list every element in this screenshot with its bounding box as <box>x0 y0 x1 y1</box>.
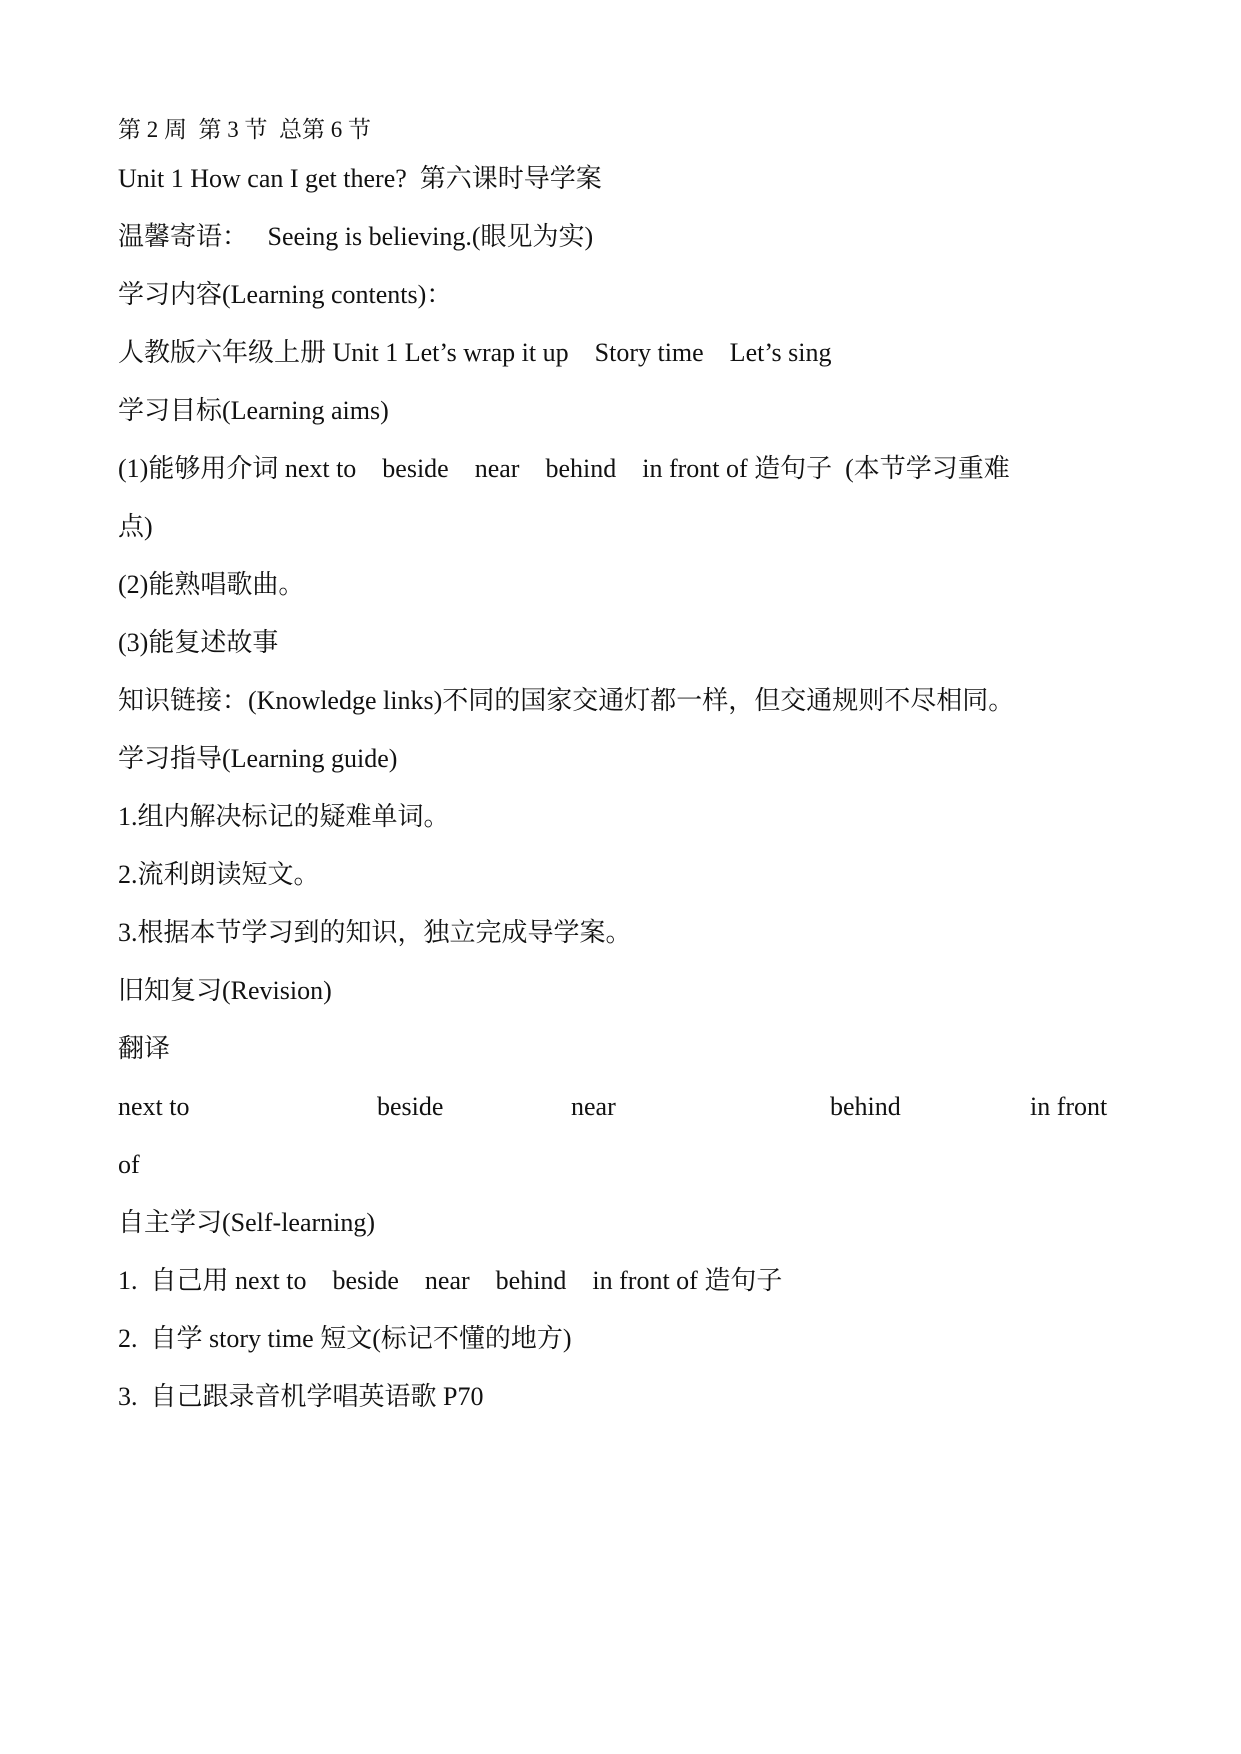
translate-word: behind <box>830 1092 901 1121</box>
knowledge-links: 知识链接：(Knowledge links)不同的国家交通灯都一样，但交通规则不尽相同。 <box>118 686 1015 715</box>
motto: 温馨寄语： Seeing is believing.(眼见为实) <box>118 222 594 251</box>
guide-item-1: 1.组内解决标记的疑难单词。 <box>118 802 450 831</box>
aim-1-continued: 点) <box>118 512 153 541</box>
lesson-header: 第 2 周 第 3 节 总第 6 节 <box>118 117 371 142</box>
translate-word-continued: of <box>118 1150 140 1179</box>
content-text: 人教版六年级上册 Unit 1 Let’s wrap it up Story time Let’s sing <box>118 338 832 367</box>
aim-3: (3)能复述故事 <box>118 628 279 657</box>
translate-word: in front <box>1030 1092 1108 1121</box>
content-heading: 学习内容(Learning contents)： <box>118 280 453 309</box>
aim-2: (2)能熟唱歌曲。 <box>118 570 305 599</box>
translate-word: near <box>571 1092 616 1121</box>
self-learning-item-1: 1. 自己用 next to beside near behind in front of 造句子 <box>118 1266 783 1295</box>
aim-1: (1)能够用介词 next to beside near behind in front of 造句子 (本节学习重难 <box>118 454 1010 483</box>
translate-word: next to <box>118 1092 190 1121</box>
translate-label: 翻译 <box>118 1034 171 1063</box>
self-learning-heading: 自主学习(Self-learning) <box>118 1208 376 1237</box>
aims-heading: 学习目标(Learning aims) <box>118 396 389 425</box>
guide-item-2: 2.流利朗读短文。 <box>118 860 320 889</box>
revision-heading: 旧知复习(Revision) <box>118 976 332 1005</box>
lesson-title: Unit 1 How can I get there? 第六课时导学案 <box>118 164 602 193</box>
guide-heading: 学习指导(Learning guide) <box>118 744 398 773</box>
guide-item-3: 3.根据本节学习到的知识，独立完成导学案。 <box>118 918 632 947</box>
translate-word: beside <box>377 1092 444 1121</box>
self-learning-item-2: 2. 自学 story time 短文(标记不懂的地方) <box>118 1324 572 1353</box>
self-learning-item-3: 3. 自己跟录音机学唱英语歌 P70 <box>118 1382 484 1411</box>
